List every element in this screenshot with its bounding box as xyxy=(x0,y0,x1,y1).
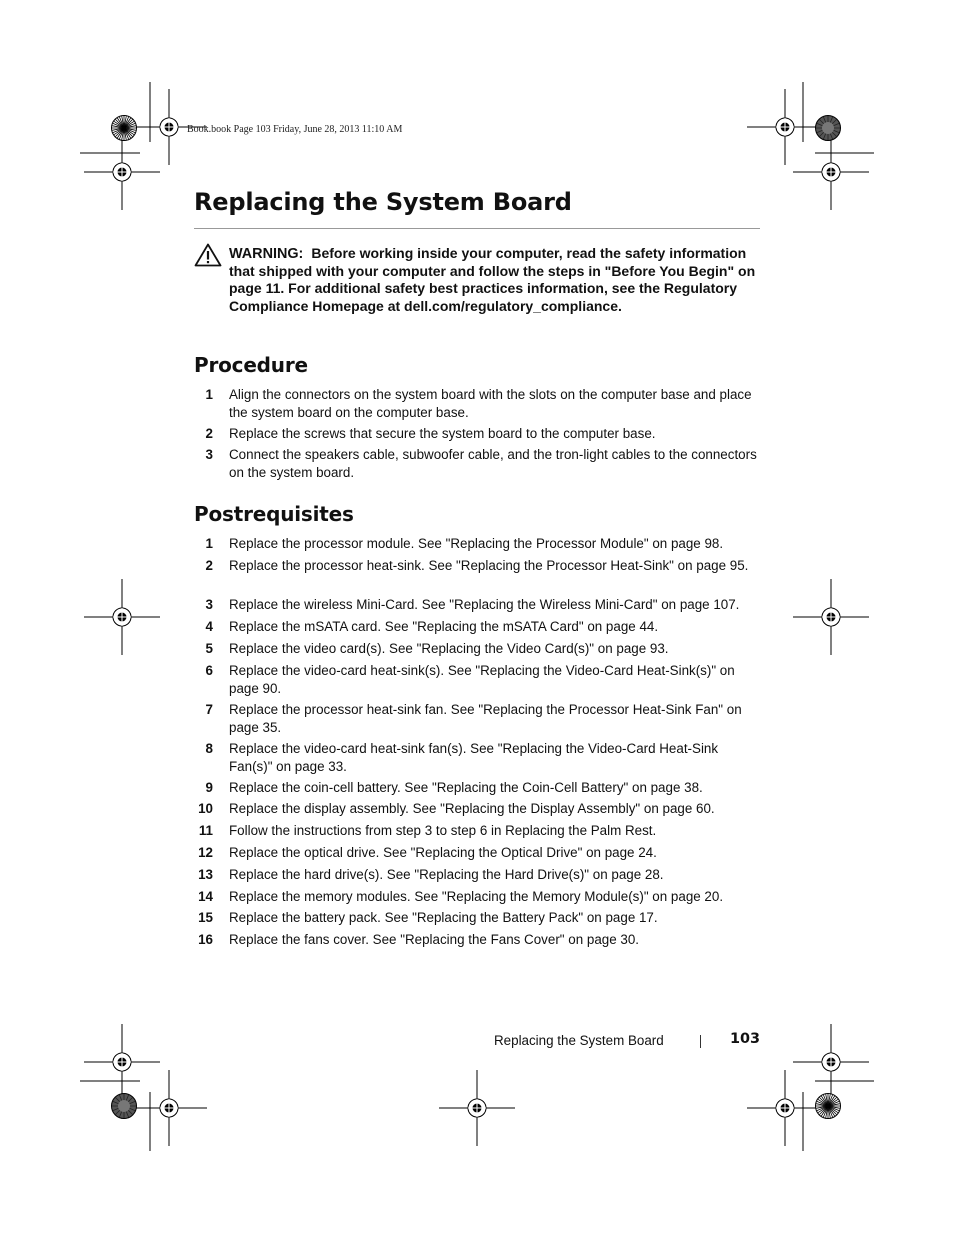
procedure-heading: Procedure xyxy=(194,353,308,377)
step-text: Replace the video-card heat-sink(s). See "Replacing the Video-Card Heat-Sink(s)" on page 90. xyxy=(229,663,735,696)
step-number: 11 xyxy=(198,823,213,838)
step-number: 10 xyxy=(198,801,213,816)
step-number: 1 xyxy=(205,536,213,551)
step-text: Follow the instructions from step 3 to step 6 in Replacing the Palm Rest. xyxy=(229,823,657,838)
step-number: 9 xyxy=(205,780,213,795)
step-text: Align the connectors on the system board with the slots on the computer base and place the system board on the computer base. xyxy=(229,387,752,420)
step-text: Replace the memory modules. See "Replacing the Memory Module(s)" on page 20. xyxy=(229,889,724,904)
step-text: Replace the processor module. See "Replacing the Processor Module" on page 98. xyxy=(229,536,724,551)
warning-text xyxy=(229,245,760,315)
step-number: 15 xyxy=(198,910,213,925)
step-text: Replace the video card(s). See "Replacing the Video Card(s)" on page 93. xyxy=(229,641,669,656)
step-text: Replace the video-card heat-sink fan(s). See "Replacing the Video-Card Heat-Sink Fan(s)" on page 33. xyxy=(229,741,719,774)
step-text: Replace the wireless Mini-Card. See "Replacing the Wireless Mini-Card" on page 107. xyxy=(229,597,740,612)
step-number: 6 xyxy=(205,663,213,678)
step-text: Replace the display assembly. See "Replacing the Display Assembly" on page 60. xyxy=(229,801,715,816)
step-text: Replace the fans cover. See "Replacing the Fans Cover" on page 30. xyxy=(229,932,639,947)
warning-label: WARNING: xyxy=(229,246,304,262)
step-text: Replace the mSATA card. See "Replacing the mSATA Card" on page 44. xyxy=(229,619,659,634)
step-number: 2 xyxy=(205,558,213,573)
postrequisites-heading: Postrequisites xyxy=(194,502,354,526)
step-text: Replace the hard drive(s). See "Replacing the Hard Drive(s)" on page 28. xyxy=(229,867,664,882)
warning-body: Before working inside your computer, read the safety information that shipped with your computer and follow the steps in "Before You Begin" on page 11. For additional safety best practices information, see the Regulatory Compliance Homepage at dell.com/regulatory_compliance. xyxy=(229,245,756,314)
step-text: Connect the speakers cable, subwoofer cable, and the tron-light cables to the connectors on the system board. xyxy=(229,447,757,480)
footer-separator xyxy=(700,1035,701,1048)
step-number: 16 xyxy=(198,932,213,947)
page-number: 103 xyxy=(730,1031,761,1047)
step-text: Replace the screws that secure the system board to the computer base. xyxy=(229,426,656,441)
step-number: 1 xyxy=(205,387,213,402)
footer-section-title: Replacing the System Board xyxy=(494,1033,664,1048)
page-title: Replacing the System Board xyxy=(194,188,572,216)
step-number: 14 xyxy=(198,889,213,904)
step-number: 5 xyxy=(205,641,213,656)
step-text: Replace the battery pack. See "Replacing the Battery Pack" on page 17. xyxy=(229,910,658,925)
step-number: 12 xyxy=(198,845,213,860)
warning-triangle-icon xyxy=(194,243,222,267)
step-number: 13 xyxy=(198,867,213,882)
step-number: 3 xyxy=(205,597,213,612)
step-text: Replace the processor heat-sink. See "Replacing the Processor Heat-Sink" on page 95. xyxy=(229,558,749,573)
printer-slug-line: Book.book Page 103 Friday, June 28, 2013 11:10 AM xyxy=(187,124,403,135)
step-number: 2 xyxy=(205,426,213,441)
step-number: 4 xyxy=(205,619,213,634)
step-text: Replace the processor heat-sink fan. See "Replacing the Processor Heat-Sink Fan" on page 35. xyxy=(229,702,742,735)
step-number: 8 xyxy=(205,741,213,756)
step-text: Replace the coin-cell battery. See "Replacing the Coin-Cell Battery" on page 38. xyxy=(229,780,703,795)
title-divider xyxy=(194,228,760,229)
step-number: 7 xyxy=(205,702,213,717)
step-text: Replace the optical drive. See "Replacing the Optical Drive" on page 24. xyxy=(229,845,657,860)
step-number: 3 xyxy=(205,447,213,462)
